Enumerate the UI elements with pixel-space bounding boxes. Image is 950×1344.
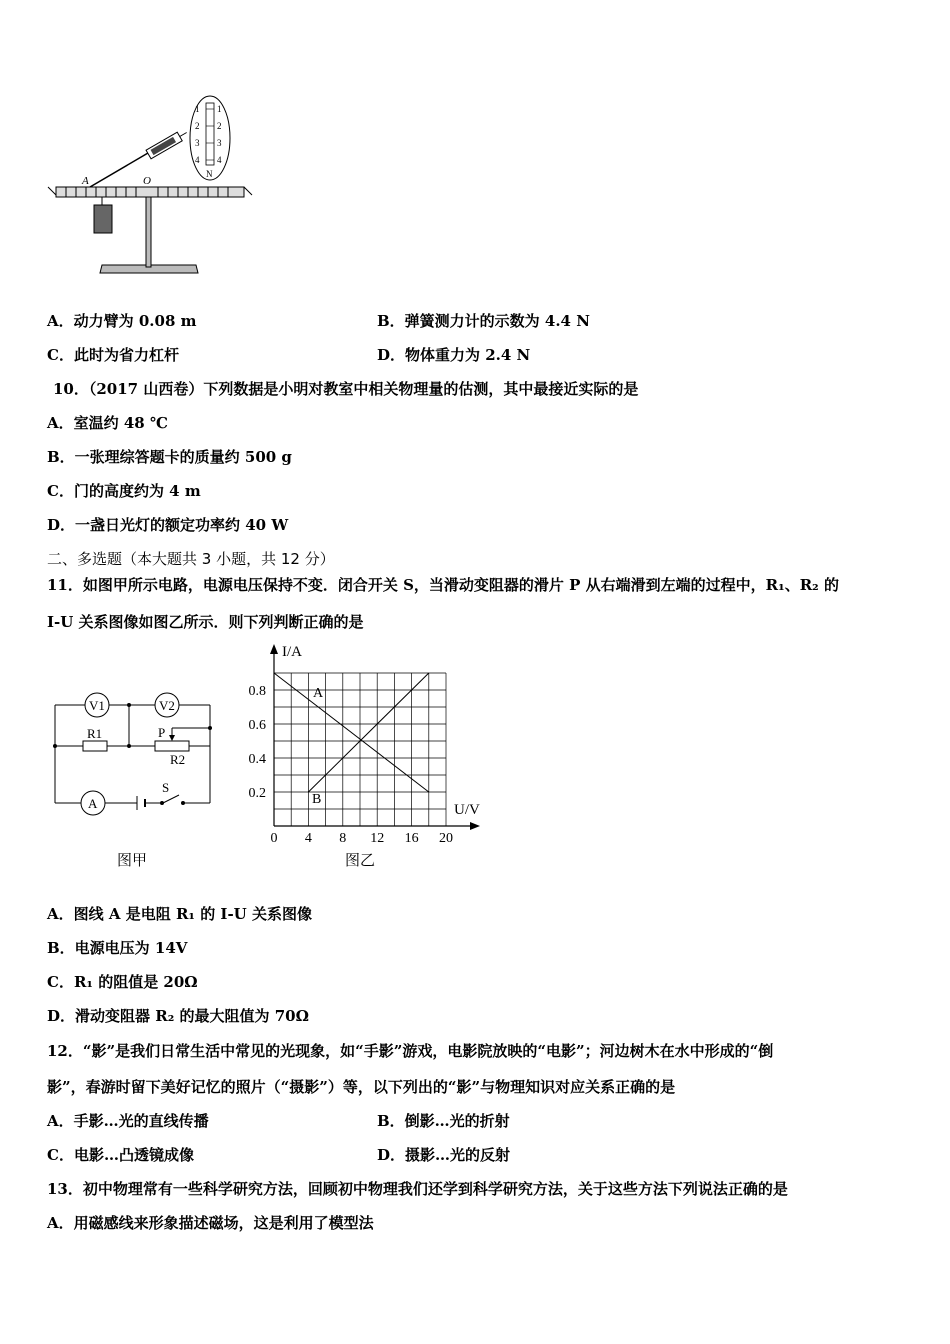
scale-number: 3: [195, 138, 200, 148]
series-line-a: [274, 673, 429, 792]
q13-option-a[interactable]: A．用磁感线来形象描述磁场，这是利用了模型法: [47, 1214, 374, 1232]
q11-option-d[interactable]: D．滑动变阻器 R₂ 的最大阻值为 70Ω: [47, 1007, 309, 1025]
series-label-b: B: [312, 792, 322, 807]
scale-number: 1: [195, 104, 200, 114]
voltmeter-v1-label: V1: [89, 698, 105, 713]
scale-number: 2: [217, 121, 222, 131]
q12-option-d[interactable]: D．摄影…光的反射: [377, 1146, 511, 1164]
q10-option-b[interactable]: B．一张理综答题卡的质量约 500 g: [47, 448, 292, 466]
label-A: A: [82, 175, 89, 187]
scale-unit: N: [206, 169, 213, 179]
y-tick-label: 0.2: [248, 786, 266, 801]
ammeter-label: A: [88, 796, 98, 811]
q11-stem-line1: 11．如图甲所示电路，电源电压保持不变．闭合开关 S，当滑动变阻器的滑片 P 从右端滑到左端的过程中，R₁、R₂ 的: [47, 576, 839, 594]
y-tick-label: 0.6: [248, 718, 266, 733]
scale-number: 4: [217, 155, 222, 165]
q12-stem-line2: 影”，春游时留下美好记忆的照片（“摄影”）等，以下列出的“影”与物理知识对应关系正确的是: [47, 1078, 676, 1096]
q9-option-b[interactable]: B．弹簧测力计的示数为 4.4 N: [377, 312, 590, 330]
r2-label: R2: [170, 752, 186, 767]
series-line-b: [308, 673, 428, 792]
y-tick-label: 0.4: [248, 752, 266, 767]
label-O: O: [143, 175, 151, 187]
x-tick-label: 4: [304, 831, 312, 846]
q12-option-a[interactable]: A．手影…光的直线传播: [47, 1112, 209, 1130]
x-tick-label: 12: [370, 831, 385, 846]
q11-option-c[interactable]: C．R₁ 的阻值是 20Ω: [47, 973, 198, 991]
x-axis-arrow: [470, 822, 480, 830]
chart-caption: 图乙: [345, 853, 376, 869]
q9-option-d[interactable]: D．物体重力为 2.4 N: [377, 346, 531, 364]
x-tick-label: 8: [339, 831, 347, 846]
y-tick-label: 0.8: [248, 684, 266, 699]
y-axis-arrow: [270, 644, 278, 654]
scale-number: 4: [195, 155, 200, 165]
x-tick-label: 0: [270, 831, 278, 846]
section-heading: 二、多选题（本大题共 3 小题，共 12 分）: [47, 550, 335, 568]
series-label-a: A: [313, 686, 324, 701]
q12-option-c[interactable]: C．电影…凸透镜成像: [47, 1146, 194, 1164]
y-axis-label: I/A: [282, 644, 302, 660]
voltmeter-v2-label: V2: [159, 698, 175, 713]
circuit-caption: 图甲: [117, 853, 148, 869]
r1-label: R1: [87, 726, 103, 741]
circuit-diagram: [45, 688, 225, 878]
x-tick-label: 20: [439, 831, 453, 846]
slider-p-label: P: [158, 725, 166, 740]
q11-option-b[interactable]: B．电源电压为 14V: [47, 939, 188, 957]
q10-option-c[interactable]: C．门的高度约为 4 m: [47, 482, 201, 500]
x-tick-label: 16: [404, 831, 419, 846]
scale-number: 3: [217, 138, 222, 148]
q11-stem-line2: I-U 关系图像如图乙所示．则下列判断正确的是: [47, 613, 364, 631]
q9-option-c[interactable]: C．此时为省力杠杆: [47, 346, 179, 364]
lever-figure: [40, 95, 260, 280]
x-axis-label: U/V: [454, 802, 480, 818]
scale-number: 2: [195, 121, 200, 131]
q9-option-a[interactable]: A．动力臂为 0.08 m: [47, 312, 197, 330]
scale-number: 1: [217, 104, 222, 114]
q11-option-a[interactable]: A．图线 A 是电阻 R₁ 的 I-U 关系图像: [47, 905, 312, 923]
q10-option-d[interactable]: D．一盏日光灯的额定功率约 40 W: [47, 516, 289, 534]
q12-option-b[interactable]: B．倒影…光的折射: [377, 1112, 510, 1130]
q13-stem: 13．初中物理常有一些科学研究方法，回顾初中物理我们还学到科学研究方法，关于这些方法下列说法正确的是: [47, 1180, 788, 1198]
q12-stem-line1: 12．“影”是我们日常生活中常见的光现象，如“手影”游戏，电影院放映的“电影”；河边树木在水中形成的“倒: [47, 1042, 774, 1060]
iu-chart: [235, 640, 495, 880]
q10-stem: 10．（2017 山西卷）下列数据是小明对教室中相关物理量的估测，其中最接近实际的是: [53, 380, 639, 398]
q10-option-a[interactable]: A．室温约 48 ℃: [47, 414, 168, 432]
switch-s-label: S: [162, 780, 170, 795]
